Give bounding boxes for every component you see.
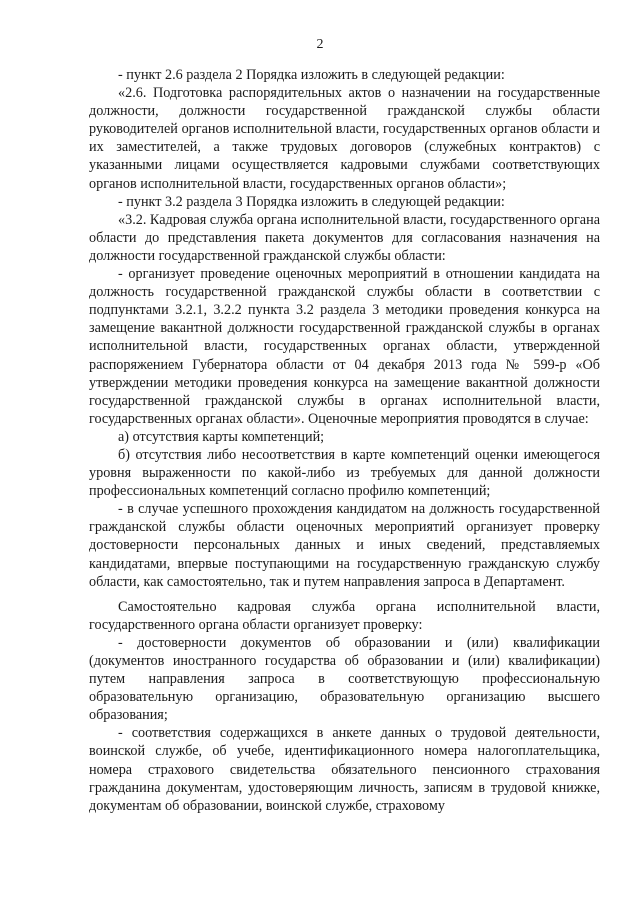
paragraph: б) отсутствия либо несоответствия в карте компетенций оценки имеющегося уровня выраженности по какой-либо из требуемых для данной должности профессиональных компетенций согласно профилю компетенций; <box>89 446 600 500</box>
paragraph: - организует проведение оценочных мероприятий в отношении кандидата на должность государственной гражданской службы области в соответствии с подпунктами 3.2.1, 3.2.2 пункта 3.2 раздела 3 методики проведения конкурса на замещение вакантной должности государственной гражданской службы в органах исполнительной власти, государственных органах области, утвержденной распоряжением Губернатора области от 04 декабря 2013 года № 599-р «Об утверждении методики проведения конкурса на замещение вакантной должности государственной гражданской службы в органах исполнительной власти, государственных органах области». Оценочные мероприятия проводятся в случае: <box>89 266 600 427</box>
document-body <box>89 66 600 815</box>
paragraph: Самостоятельно кадровая служба органа исполнительной власти, государственного органа области организует проверку: <box>89 598 600 633</box>
paragraph: а) отсутствия карты компетенций; <box>118 428 325 445</box>
paragraph: - достоверности документов об образовании и (или) квалификации (документов иностранного государства об образовании и (или) квалификации) путем направления запроса в соответствующую профессиональную образовательную организацию, образовательную организацию высшего образования; <box>89 634 600 724</box>
paragraph: «3.2. Кадровая служба органа исполнительной власти, государственного органа области до представления пакета документов для согласования назначения на должности государственной гражданской службы области: <box>89 211 600 264</box>
paragraph: «2.6. Подготовка распорядительных актов о назначении на государственные должности, должности государственной гражданской службы области руководителей органов исполнительной власти, государственных органов области и их заместителей, а также трудовых договоров (служебных контрактов) с указанными лицами осуществляется кадровыми службами соответствующих органов исполнительной власти, государственных органов области»; <box>89 85 600 192</box>
paragraph: - в случае успешного прохождения кандидатом на должность государственной гражданской службы области оценочных мероприятий организует проверку достоверности персональных данных и иных сведений, представляемых кандидатами, впервые поступающими на государственную гражданскую службу области, как самостоятельно, так и путем направления запроса в Департамент. <box>89 501 600 590</box>
paragraph: - пункт 2.6 раздела 2 Порядка изложить в следующей редакции: <box>118 67 505 83</box>
paragraph: - соответствия содержащихся в анкете данных о трудовой деятельности, воинской службе, об учебе, идентификационного номера налогоплательщика, номера страхового свидетельства обязательного пенсионного страхования гражданина документам, удостоверяющим личность, записям в трудовой книжке, документам об образовании, воинской службе, страховому <box>89 725 600 814</box>
page-number: 2 <box>316 37 324 52</box>
paragraph: - пункт 3.2 раздела 3 Порядка изложить в следующей редакции: <box>118 193 505 210</box>
